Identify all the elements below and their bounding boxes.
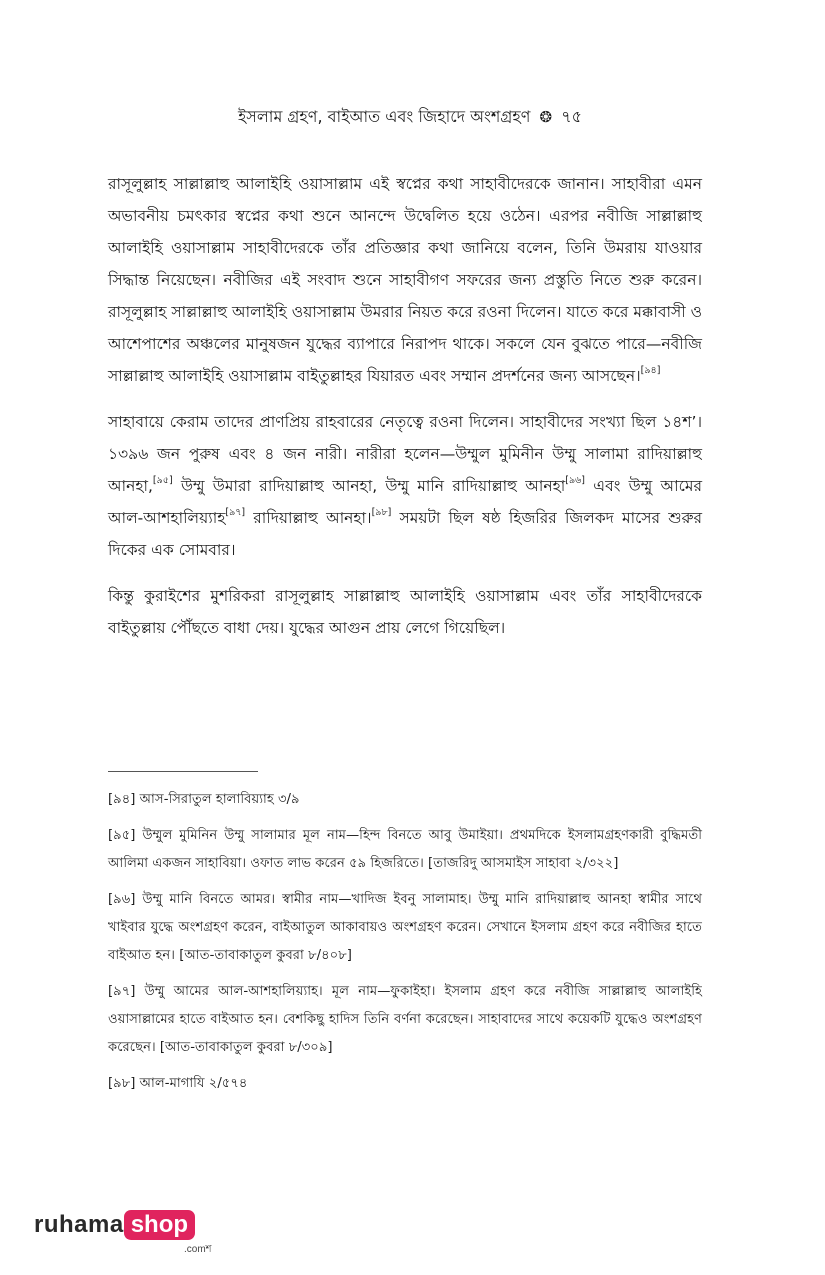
paragraph-1-text: রাসূলুল্লাহ সাল্লাল্লাহু আলাইহি ওয়াসাল্লাম এই স্বপ্নের কথা সাহাবীদেরকে জানান। সাহাবীরা এমন অভাবনীয় চমৎকার স্বপ্নের কথা শুনে আনন্দে উদ্বেলিত হয়ে ওঠেন। এরপর নবীজি সাল্লাল্লাহু আলাইহি ওয়াসাল্লাম সাহাবীদেরকে তাঁর প্রতিজ্ঞার কথা জানিয়ে বলেন, তিনি উমরায় যাওয়ার সিদ্ধান্ত নিয়েছেন। নবীজির এই সংবাদ শুনে সাহাবীগণ সফরের জন্য প্রস্তুতি নিতে শুরু করেন। রাসূলুল্লাহ সাল্লাল্লাহু আলাইহি ওয়াসাল্লাম উমরার নিয়ত করে রওনা দিলেন। যাতে করে মক্কাবাসী ও আশেপাশের অঞ্চলের মানুষজন যুদ্ধের ব্যাপারে নিরাপদ থাকে। সকলে যেন বুঝতে পারে—নবীজি সাল্লাল্লাহু আলাইহি ওয়াসাল্লাম বাইতুল্লাহর যিয়ারত এবং সম্মান প্রদর্শনের জন্য আসছেন।	[108, 175, 702, 385]
paragraph-2-segment-4: রাদিয়াল্লাহু আনহা।	[245, 509, 372, 527]
footnote-ref-96[interactable]: [৯৬]	[565, 475, 586, 486]
main-text	[108, 168, 702, 658]
paragraph-3-text: কিন্তু কুরাইশের মুশরিকরা রাসূলুল্লাহ সাল্লাল্লাহু আলাইহি ওয়াসাল্লাম এবং তাঁর সাহাবীদেরকে বাইতুল্লায় পৌঁছতে বাধা দেয়। যুদ্ধের আগুন প্রায় লেগে গিয়েছিল।	[108, 587, 702, 637]
ruhama-shop-logo	[34, 1210, 212, 1255]
footnote-98: [৯৮] আল-মাগাযি ২/৫৭৪	[108, 1076, 248, 1091]
footnote-94: [৯৪] আস-সিরাতুল হালাবিয়্যাহ ৩/৯	[108, 792, 300, 807]
paragraph-2-segment-1: সাহাবায়ে কেরাম তাদের প্রাণপ্রিয় রাহবারের নেতৃত্বে রওনা দিলেন। সাহাবীদের সংখ্যা ছিল ১৪শ’। ১৩৯৬ জন পুরুষ এবং ৪ জন নারী। নারীরা হলেন—উম্মুল মুমিনীন উম্মু সালামা রাদিয়াল্লাহু আনহা,	[108, 413, 702, 495]
footnote-ref-98[interactable]: [৯৮]	[371, 507, 392, 518]
running-header	[200, 104, 620, 131]
chapter-title: ইসলাম গ্রহণ, বাইআত এবং জিহাদে অংশগ্রহণ	[237, 107, 531, 126]
logo-domain: .comশ	[184, 1244, 212, 1255]
footnotes	[108, 786, 702, 1106]
footnote-95: [৯৫] উম্মুল মুমিনিন উম্মু সালামার মূল নাম—হিন্দ বিনতে আবু উমাইয়া। প্রথমদিকে ইসলামগ্রহণকারী বুদ্ধিমতী আলিমা একজন সাহাবিয়া। ওফাত লাভ করেন ৫৯ হিজরিতে। [তাজরিদু আসমাইস সাহাবা ২/৩২২]	[108, 828, 702, 871]
paragraph-2-segment-5: সময়টা ছিল ষষ্ঠ হিজরির জিলকদ মাসের শুরুর দিকের এক সোমবার।	[108, 509, 702, 559]
flower-ornament-icon: ❂	[539, 108, 553, 126]
paragraph-2-segment-2: উম্মু উমারা রাদিয়াল্লাহু আনহা, উম্মু মানি রাদিয়াল্লাহু আনহা	[172, 477, 566, 495]
footnote-ref-94[interactable]: [৯৪]	[640, 365, 661, 376]
footnote-ref-95[interactable]: [৯৫]	[152, 475, 173, 486]
paragraph-2-segment-3: এবং উম্মু আমের আল-আশহালিয়্যাহ	[108, 477, 702, 527]
paragraph-1	[108, 168, 702, 392]
footnote-ref-97[interactable]: [৯৭]	[225, 507, 246, 518]
footnote-divider	[108, 771, 258, 772]
logo-badge: shop	[124, 1210, 195, 1240]
paragraph-3	[108, 580, 702, 644]
paragraph-2	[108, 406, 702, 566]
logo-word: ruhama	[34, 1211, 124, 1238]
footnote-96: [৯৬] উম্মু মানি বিনতে আমর। স্বামীর নাম—খাদিজ ইবনু সালামাহ। উম্মু মানি রাদিয়াল্লাহু আনহা স্বামীর সাথে খাইবার যুদ্ধে অংশগ্রহণ করেন, বাইআতুল আকাবায়ও অংশগ্রহণ করেন। সেখানে ইসলাম গ্রহণ করে নবীজির হাতে বাইআত হন। [আত-তাবাকাতুল কুবরা ৮/৪০৮]	[108, 892, 702, 963]
page-number: ৭৫	[561, 107, 583, 126]
footnote-97: [৯৭] উম্মু আমের আল-আশহালিয়্যাহ। মূল নাম—ফুকাইহা। ইসলাম গ্রহণ করে নবীজি সাল্লাল্লাহু আলাইহি ওয়াসাল্লামের হাতে বাইআত হন। বেশকিছু হাদিস তিনি বর্ণনা করেছেন। সাহাবাদের সাথে কয়েকটি যুদ্ধেও অংশগ্রহণ করেছেন। [আত-তাবাকাতুল কুবরা ৮/৩০৯]	[108, 984, 702, 1055]
